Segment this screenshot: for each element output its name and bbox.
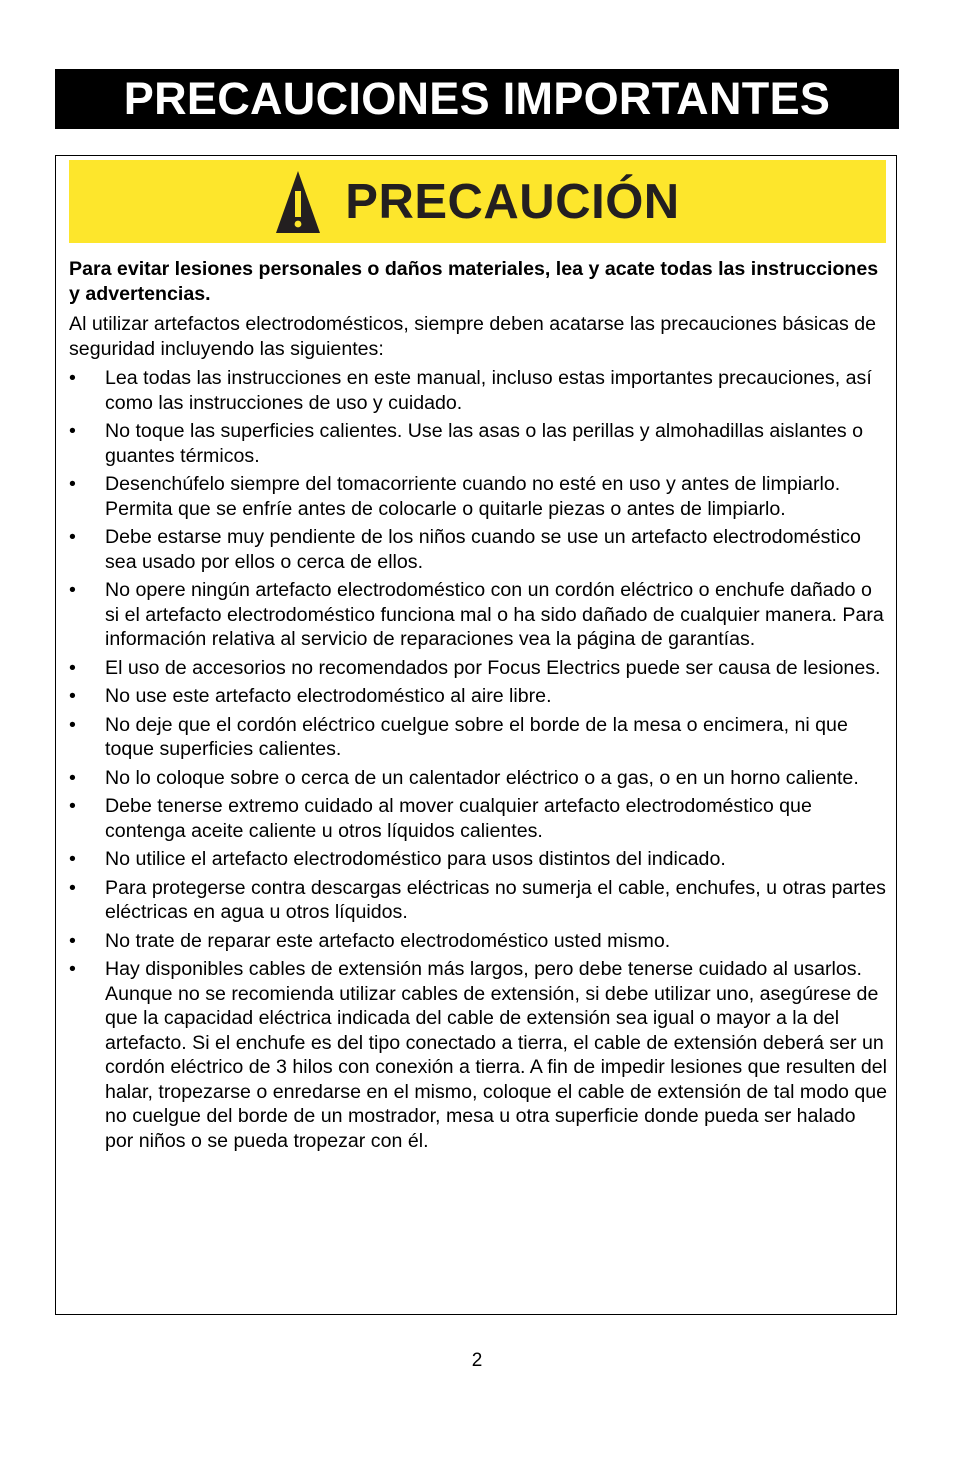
warning-triangle-icon — [275, 169, 321, 235]
list-item: • No trate de reparar este artefacto electrodoméstico usted mismo. — [69, 929, 889, 954]
page-title: PRECAUCIONES IMPORTANTES — [123, 73, 831, 124]
list-item: • Para protegerse contra descargas eléctricas no sumerja el cable, enchufes, u otras partes eléctricas en agua u otros líquidos. — [69, 876, 889, 925]
precautions-box — [55, 155, 897, 1315]
caution-label: PRECAUCIÓN — [345, 174, 680, 229]
list-item: • No lo coloque sobre o cerca de un calentador eléctrico o a gas, o en un horno caliente. — [69, 766, 889, 791]
list-item: • No opere ningún artefacto electrodoméstico con un cordón eléctrico o enchufe dañado o si el artefacto electrodoméstico funciona mal o ha sido dañado de cualquier manera. Para información relativa al servicio de reparaciones vea la página de garantías. — [69, 578, 889, 652]
title-bar — [55, 69, 899, 129]
intro-text: Al utilizar artefactos electrodomésticos, siempre deben acatarse las precauciones básicas de seguridad incluyendo las siguientes: — [69, 313, 877, 360]
list-item: • No use este artefacto electrodoméstico al aire libre. — [69, 684, 889, 709]
lead-text: Para evitar lesiones personales o daños materiales, lea y acate todas las instrucciones y advertencias. — [69, 258, 879, 305]
list-item: • No deje que el cordón eléctrico cuelgue sobre el borde de la mesa o encimera, ni que toque superficies calientes. — [69, 713, 889, 762]
list-item: • Lea todas las instrucciones en este manual, incluso estas importantes precauciones, así como las instrucciones de uso y cuidado. — [69, 366, 889, 415]
content — [69, 257, 889, 1157]
list-item: • No utilice el artefacto electrodoméstico para usos distintos del indicado. — [69, 847, 889, 872]
list-item: • Desenchúfelo siempre del tomacorriente cuando no esté en uso y antes de limpiarlo. Permita que se enfríe antes de colocarle o quitarle piezas o antes de limpiarlo. — [69, 472, 889, 521]
list-item: • El uso de accesorios no recomendados por Focus Electrics puede ser causa de lesiones. — [69, 656, 889, 681]
list-item: • No toque las superficies calientes. Use las asas o las perillas y almohadillas aislantes o guantes térmicos. — [69, 419, 889, 468]
list-item: • Debe tenerse extremo cuidado al mover cualquier artefacto electrodoméstico que contenga aceite caliente u otros líquidos calientes. — [69, 794, 889, 843]
list-item: • Debe estarse muy pendiente de los niños cuando se use un artefacto electrodoméstico sea usado por ellos o cerca de ellos. — [69, 525, 889, 574]
precautions-list — [69, 366, 889, 1153]
list-item: • Hay disponibles cables de extensión más largos, pero debe tenerse cuidado al usarlos. Aunque no se recomienda utilizar cables de extensión, si debe utilizar uno, asegúrese de que la capacidad eléctrica indicada del cable de extensión sea igual o mayor a la del artefacto. Si el enchufe es del tipo conectado a tierra, el cable de extensión deberá ser un cordón eléctrico de 3 hilos con conexión a tierra. A fin de impedir lesiones que resulten del halar, tropezarse o enredarse en el mismo, coloque el cable de extensión de tal modo que no cuelgue del borde de un mostrador, mesa u otra superficie donde pueda ser halado por niños o se pueda tropezar con él. — [69, 957, 889, 1153]
page-number: 2 — [471, 1350, 483, 1371]
caution-banner — [69, 160, 886, 243]
